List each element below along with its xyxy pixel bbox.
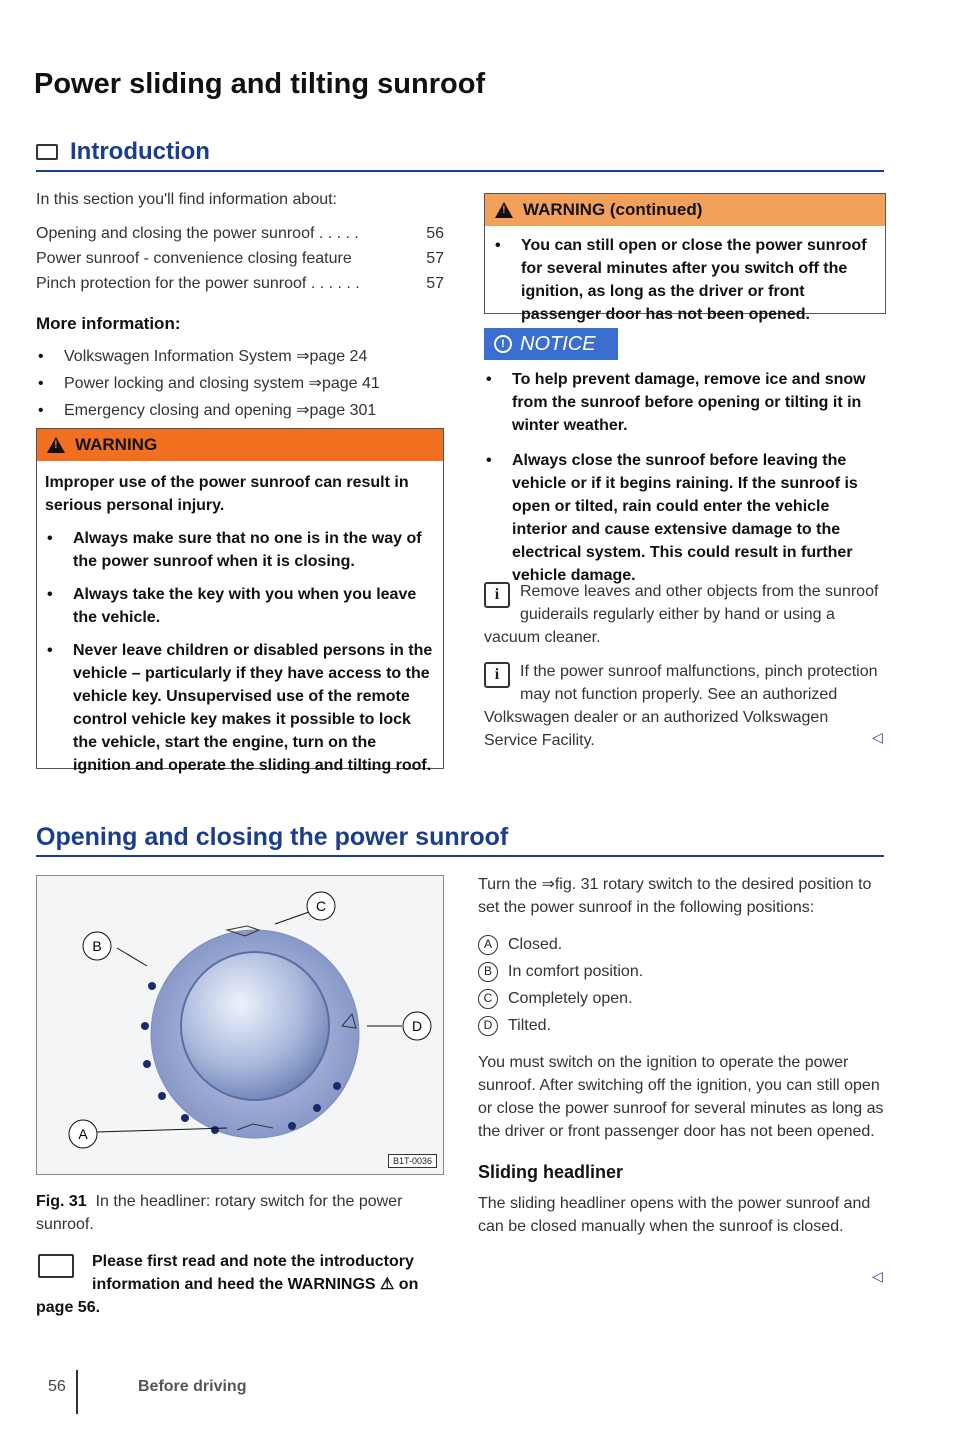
intro-rule bbox=[36, 170, 884, 172]
warning-header: ! WARNING bbox=[37, 429, 443, 461]
position-item: C Completely open. bbox=[478, 987, 888, 1010]
warning-item: • Always make sure that no one is in the way of the power sunroof when it is closing. bbox=[45, 527, 433, 573]
figure-31 bbox=[36, 875, 444, 1175]
toc-item[interactable]: Power sunroof - convenience closing feature 57 bbox=[36, 250, 444, 267]
page-number: 56 bbox=[48, 1378, 66, 1395]
warning-triangle-icon bbox=[495, 202, 513, 218]
end-mark: ◁ bbox=[872, 1268, 883, 1284]
notice-item: • Always close the sunroof before leaving the vehicle or if it begins raining. If the sunroof is open or tilted, rain could enter the vehicle interior and cause extensive damage to the electrical system. This could result in further vehicle damage. bbox=[484, 449, 886, 587]
intro-block bbox=[36, 188, 444, 422]
info-icon: i bbox=[484, 582, 510, 608]
warning-lead: Improper use of the power sunroof can result in serious personal injury. bbox=[45, 474, 409, 514]
intro-heading bbox=[36, 138, 210, 166]
position-item: D Tilted. bbox=[478, 1014, 888, 1037]
more-info-title: More information: bbox=[36, 314, 181, 333]
callout-c: C bbox=[315, 898, 327, 914]
rotary-switch-illustration bbox=[37, 876, 443, 1174]
warning-continued-header: ! WARNING (continued) bbox=[485, 194, 885, 226]
turn-text: Turn the ⇒fig. 31 rotary switch to the desired position to set the power sunroof in the following positions: bbox=[478, 876, 872, 916]
section-title: Opening and closing the power sunroof bbox=[36, 823, 509, 851]
intro-title: Introduction bbox=[70, 138, 210, 165]
more-info-item[interactable]: • Power locking and closing system ⇒page 41 bbox=[36, 372, 444, 395]
warning-continued-box bbox=[484, 193, 886, 323]
section-rule bbox=[36, 855, 884, 857]
sliding-headliner-text: The sliding headliner opens with the power sunroof and can be closed manually when the sunroof is closed. bbox=[478, 1195, 871, 1235]
callout-a: A bbox=[78, 1126, 88, 1142]
warning-item: • You can still open or close the power sunroof for several minutes after you switch off the ignition, as long as the driver or front passenger door has not been opened. bbox=[493, 234, 875, 326]
warning-triangle-icon bbox=[47, 437, 65, 453]
notice-block bbox=[484, 368, 886, 587]
toc-item[interactable]: Pinch protection for the power sunroof . . . . . . 57 bbox=[36, 275, 444, 292]
footer-divider bbox=[76, 1370, 78, 1414]
info-note: i If the power sunroof malfunctions, pinch protection may not function properly. See an authorized Volkswagen dealer or an authorized Volkswagen Service Facility. bbox=[484, 663, 878, 749]
more-info-item[interactable]: • Emergency closing and opening ⇒page 301 bbox=[36, 399, 444, 422]
callout-b: B bbox=[92, 938, 102, 954]
notice-header: ! NOTICE bbox=[484, 328, 618, 360]
figure-caption: Fig. 31 In the headliner: rotary switch for the power sunroof. bbox=[36, 1193, 403, 1233]
chapter-name: Before driving bbox=[138, 1378, 247, 1395]
position-item: A Closed. bbox=[478, 933, 888, 956]
read-note: Please first read and note the introductory information and heed the WARNINGS ⚠ on page 56. bbox=[36, 1253, 419, 1316]
warning-item: • Never leave children or disabled persons in the vehicle – particularly if they have access to the vehicle key. Unsupervised use of the remote control vehicle key makes it possible to lock the vehicle, start the engine, turn on the ignition and operate the sliding and tilting roof. bbox=[45, 639, 433, 777]
position-item: B In comfort position. bbox=[478, 960, 888, 983]
book-icon bbox=[36, 144, 58, 160]
end-mark: ◁ bbox=[872, 729, 883, 745]
sliding-headliner-title: Sliding headliner bbox=[478, 1162, 624, 1182]
info-note: i Remove leaves and other objects from the sunroof guiderails regularly either by hand or using a vacuum cleaner. bbox=[484, 583, 879, 646]
info-icon: i bbox=[484, 662, 510, 688]
section2-body bbox=[478, 873, 888, 1238]
notice-item: • To help prevent damage, remove ice and snow from the sunroof before opening or tilting it in winter weather. bbox=[484, 368, 886, 437]
more-info-item[interactable]: • Volkswagen Information System ⇒page 24 bbox=[36, 345, 444, 368]
book-icon bbox=[38, 1254, 74, 1278]
toc-item[interactable]: Opening and closing the power sunroof . . . . . 56 bbox=[36, 225, 444, 242]
warning-item: • Always take the key with you when you leave the vehicle. bbox=[45, 583, 433, 629]
warning-box bbox=[36, 428, 444, 774]
ignition-text: You must switch on the ignition to operate the power sunroof. After switching off the ignition, you can still open or close the power sunroof for several minutes as long as the driver or front passenger door has not been opened. bbox=[478, 1054, 884, 1140]
page-title: Power sliding and tilting sunroof bbox=[34, 68, 486, 100]
notice-icon: ! bbox=[494, 335, 512, 353]
callout-d: D bbox=[411, 1018, 423, 1034]
figure-code: B1T-0036 bbox=[388, 1154, 437, 1168]
intro-lead: In this section you'll find information about: bbox=[36, 191, 337, 208]
